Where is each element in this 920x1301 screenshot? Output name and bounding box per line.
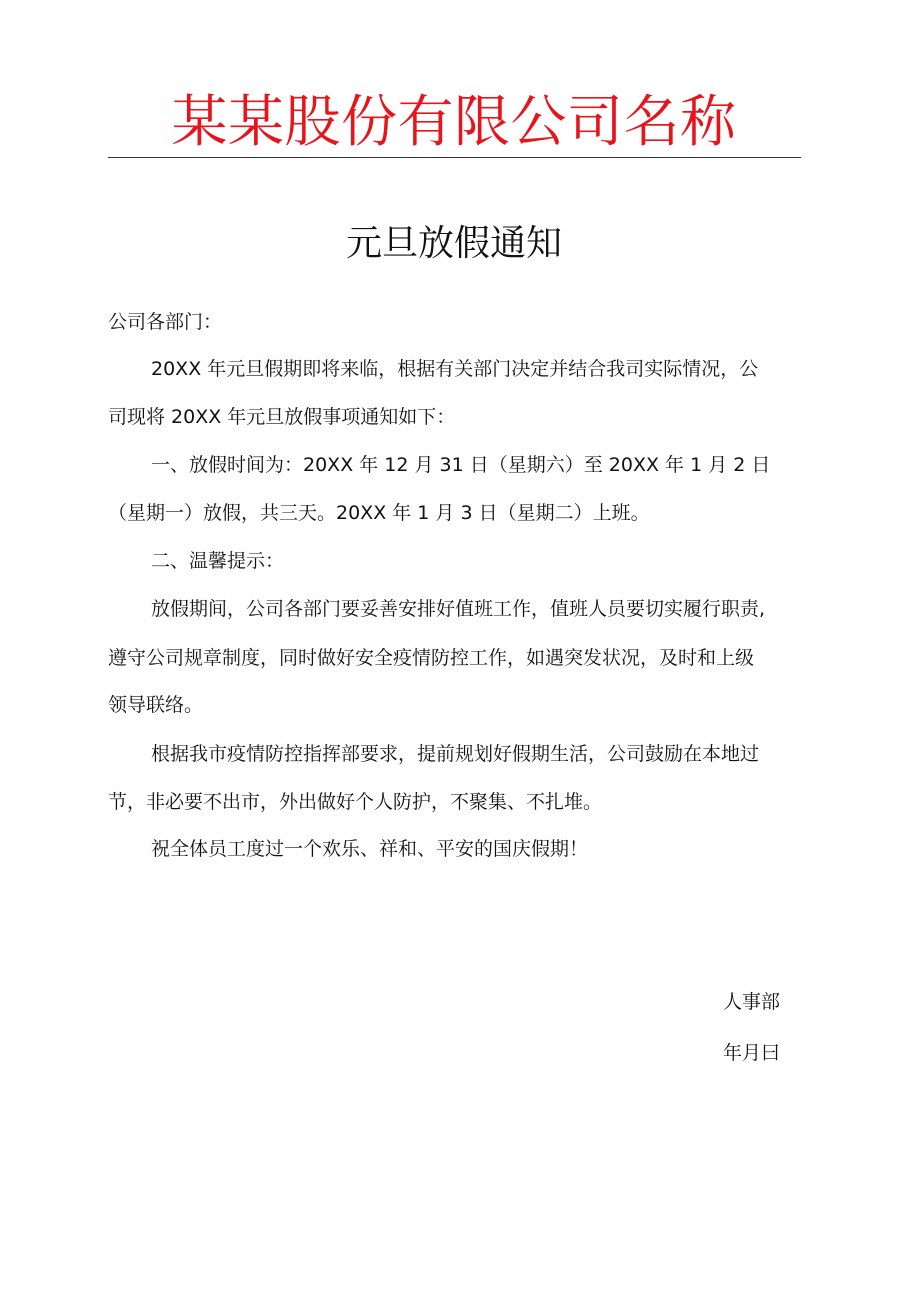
paragraph-line: 遵守公司规章制度，同时做好安全疫情防控工作，如遇突发状况，及时和上级 <box>108 647 755 669</box>
paragraph-line: 司现将 20XX 年元旦放假事项通知如下： <box>108 406 456 428</box>
paragraph-line: （星期一）放假，共三天。20XX 年 1 月 3 日（星期二）上班。 <box>108 502 650 524</box>
paragraph-line: 领导联络。 <box>108 694 204 716</box>
salutation: 公司各部门： <box>108 311 223 333</box>
signature-date: 年月曰 <box>722 1042 780 1064</box>
document-title: 元旦放假通知 <box>345 223 562 264</box>
paragraph-line: 祝全体员工度过一个欢乐、祥和、平安的国庆假期！ <box>151 838 589 860</box>
paragraph-line: 20XX 年元旦假期即将来临，根据有关部门决定并结合我司实际情况，公 <box>151 358 759 380</box>
paragraph-line: 二、温馨提示： <box>151 550 285 572</box>
signature-department: 人事部 <box>722 991 780 1013</box>
paragraph-line: 一、放假时间为：20XX 年 12 月 31 日（星期六）至 20XX 年 1 月 2 日 <box>151 454 771 476</box>
paragraph-line: 根据我市疫情防控指挥部要求，提前规划好假期生活，公司鼓励在本地过 <box>151 743 760 765</box>
company-name: 某某股份有限公司名称 <box>171 90 737 155</box>
paragraph-line: 节，非必要不出市，外出做好个人防护，不聚集、不扎堆。 <box>108 791 603 813</box>
paragraph-line: 放假期间，公司各部门要妥善安排好值班工作，值班人员要切实履行职责, <box>151 598 766 620</box>
header-divider <box>108 157 801 158</box>
